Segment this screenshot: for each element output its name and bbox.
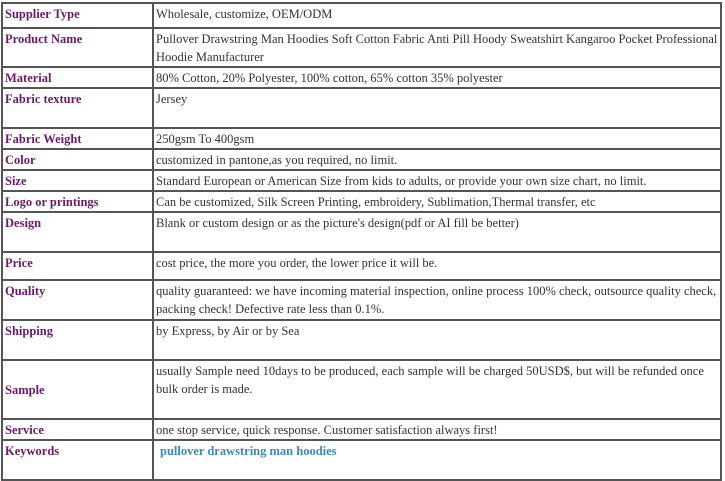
row-value: by Express, by Air or by Sea (153, 320, 721, 360)
row-value: Jersey (153, 88, 721, 128)
row-value: cost price, the more you order, the lower price it will be. (153, 252, 721, 280)
row-value: quality guaranteed: we have incoming material inspection, online process 100% check, outsource quality check, packing check! Defective rate less than 0.1%. (153, 280, 721, 320)
row-value: Standard European or American Size from kids to adults, or provide your own size chart, no limit. (153, 170, 721, 191)
table-row (2, 128, 721, 149)
row-label: Fabric Weight (2, 128, 153, 149)
row-value: Pullover Drawstring Man Hoodies Soft Cotton Fabric Anti Pill Hoody Sweatshirt Kangaroo Pocket Professional Hoodie Manufacturer (153, 28, 721, 67)
table-row (2, 320, 721, 360)
row-value: customized in pantone,as you required, no limit. (153, 149, 721, 170)
row-label: Product Name (2, 28, 153, 67)
row-value: Can be customized, Silk Screen Printing, embroidery, Sublimation,Thermal transfer, etc (153, 191, 721, 212)
row-label: Fabric texture (2, 88, 153, 128)
table-row (2, 252, 721, 280)
table-row (2, 28, 721, 67)
row-label: Price (2, 252, 153, 280)
table-row (2, 3, 721, 28)
row-label: Quality (2, 280, 153, 320)
row-label: Color (2, 149, 153, 170)
row-value (153, 440, 721, 480)
row-label: Design (2, 212, 153, 252)
row-label: Shipping (2, 320, 153, 360)
table-row (2, 212, 721, 252)
row-value: Wholesale, customize, OEM/ODM (153, 3, 721, 28)
table-row (2, 149, 721, 170)
row-value: usually Sample need 10days to be produced, each sample will be charged 50USD$, but will be refunded once bulk order is made. (153, 360, 721, 419)
row-value: one stop service, quick response. Customer satisfaction always first! (153, 419, 721, 440)
table-row (2, 419, 721, 440)
row-value: 250gsm To 400gsm (153, 128, 721, 149)
keyword-link[interactable]: pullover drawstring man hoodies (160, 444, 337, 458)
table-row (2, 280, 721, 320)
row-label: Size (2, 170, 153, 191)
row-label: Material (2, 67, 153, 88)
row-value: 80% Cotton, 20% Polyester, 100% cotton, 65% cotton 35% polyester (153, 67, 721, 88)
row-label: Keywords (2, 440, 153, 480)
table-row (2, 360, 721, 419)
row-value: Blank or custom design or as the picture's design(pdf or AI fill be better) (153, 212, 721, 252)
row-label: Logo or printings (2, 191, 153, 212)
table-row (2, 440, 721, 480)
table-row (2, 170, 721, 191)
table-row (2, 67, 721, 88)
row-label: Sample (2, 360, 153, 419)
row-label: Service (2, 419, 153, 440)
row-label: Supplier Type (2, 3, 153, 28)
spec-table (1, 2, 722, 481)
table-row (2, 191, 721, 212)
table-row (2, 88, 721, 128)
